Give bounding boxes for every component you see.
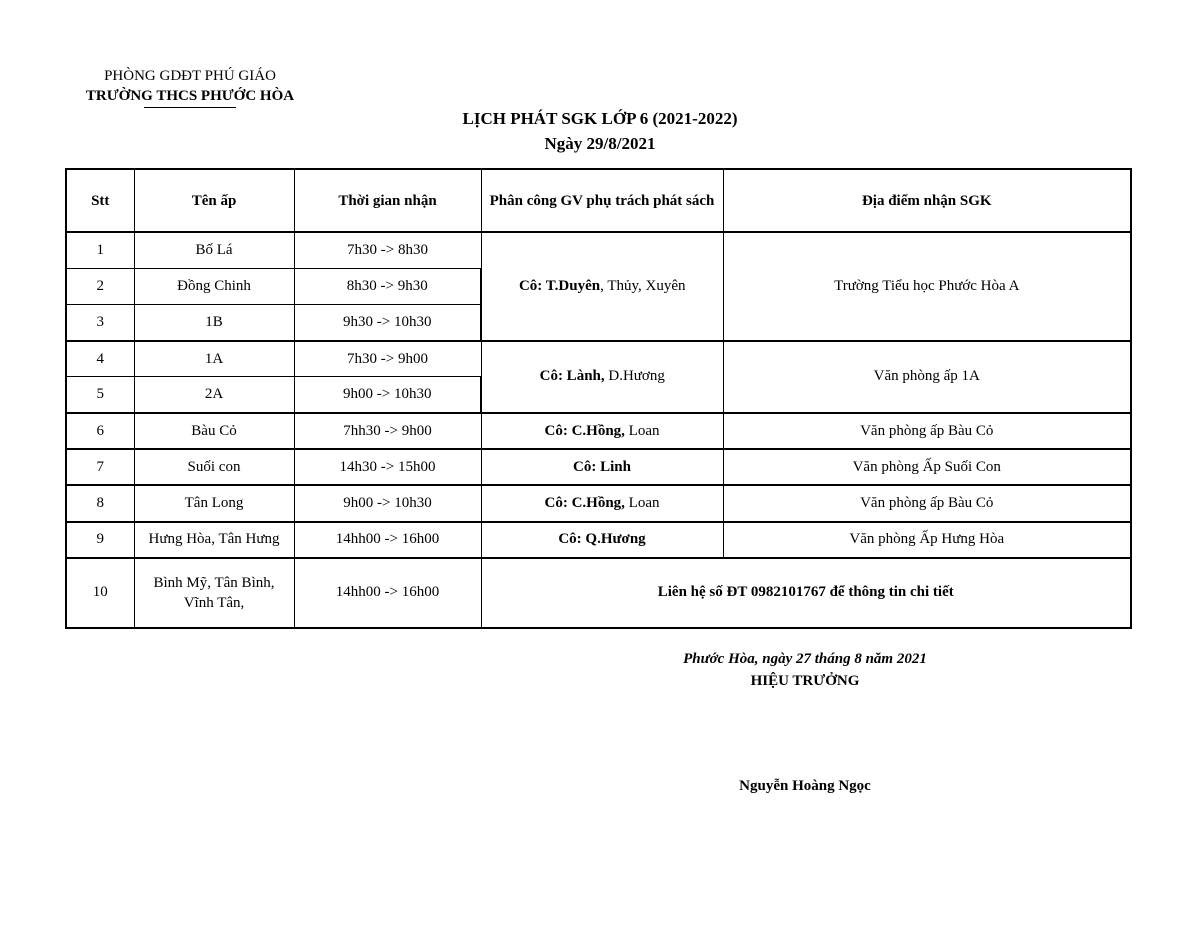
teacher-others: Loan [624,422,660,439]
row-hamlet: 1B [134,305,294,341]
row-stt: 8 [66,485,134,521]
header-stt: Stt [66,169,134,232]
row-stt: 5 [66,377,134,413]
teacher-lead: Cô: Q.Hương [558,531,646,548]
row-time: 7h30 -> 8h30 [294,232,481,268]
row-time: 14h30 -> 15h00 [294,449,481,485]
row-teacher [481,449,723,485]
row-hamlet: Bàu Cỏ [134,413,294,449]
row-teacher [481,485,723,521]
row-location: Văn phòng Ấp Hưng Hòa [723,522,1131,558]
signer-name: Nguyễn Hoàng Ngọc [739,778,871,794]
row-time: 14hh00 -> 16h00 [294,522,481,558]
row-time: 9h30 -> 10h30 [294,305,481,341]
row-stt: 9 [66,522,134,558]
row-hamlet: 2A [134,377,294,413]
row-stt: 6 [66,413,134,449]
header-teacher: Phân công GV phụ trách phát sách [481,169,723,232]
distribution-schedule-table [65,168,1132,629]
row-location: Văn phòng ấp Bàu Cỏ [723,413,1131,449]
teacher-others: D.Hương [604,368,665,385]
school-name: TRƯỜNG THCS PHƯỚC HÒA [85,88,295,104]
row-time: 9h00 -> 10h30 [294,377,481,413]
header-hamlet: Tên ấp [134,169,294,232]
row-hamlet [134,558,294,628]
row-stt: 3 [66,305,134,341]
row-hamlet: 1A [134,341,294,377]
row-hamlet: Tân Long [134,485,294,521]
document-date: Ngày 29/8/2021 [544,134,656,153]
row-time: 14hh00 -> 16h00 [294,558,481,628]
header-underline [144,107,236,108]
contact-note: Liên hệ số ĐT 0982101767 để thông tin chi tiết [481,558,1131,628]
row-hamlet: Đồng Chinh [134,268,294,304]
row-stt: 4 [66,341,134,377]
teacher-lead: Cô: Lành, [539,368,605,385]
table-row [66,232,1131,268]
signer-position: HIỆU TRƯỞNG [750,673,860,689]
row-time: 9h00 -> 10h30 [294,485,481,521]
row-teacher [481,232,723,340]
department-name: PHÒNG GDĐT PHÚ GIÁO [104,68,276,84]
row-time: 7hh30 -> 9h00 [294,413,481,449]
teacher-lead: Cô: T.Duyên [518,278,601,294]
row-hamlet: Suối con [134,449,294,485]
row-stt: 2 [66,268,134,304]
header-location: Địa điểm nhận SGK [723,169,1131,232]
row-hamlet: Bố Lá [134,232,294,268]
row-hamlet: Hưng Hòa, Tân Hưng [134,522,294,558]
document-header [60,66,320,108]
header-time: Thời gian nhận [294,169,481,232]
teacher-lead: Cô: Linh [573,458,631,475]
teacher-others: Loan [624,494,660,511]
table-row [66,522,1131,558]
table-row [66,413,1131,449]
table-row [66,341,1131,377]
teacher-others: , Thủy, Xuyên [600,278,686,294]
table-row [66,449,1131,485]
table-header-row [66,169,1131,232]
row-time: 7h30 -> 9h00 [294,341,481,377]
row-location: Văn phòng Ấp Suối Con [723,449,1131,485]
row-location: Trường Tiểu học Phước Hòa A [723,232,1131,340]
row-stt: 7 [66,449,134,485]
table-row [66,485,1131,521]
row-teacher [481,413,723,449]
teacher-lead: Cô: C.Hồng, [544,494,625,511]
table-row [66,558,1131,628]
row-time: 8h30 -> 9h30 [294,268,481,304]
hamlet-line-1: Bình Mỹ, Tân Bình, [153,574,275,591]
row-stt: 1 [66,232,134,268]
row-location: Văn phòng ấp Bàu Cỏ [723,485,1131,521]
teacher-lead: Cô: C.Hồng, [544,422,625,439]
row-stt: 10 [66,558,134,628]
row-teacher [481,522,723,558]
place-and-date: Phước Hòa, ngày 27 tháng 8 năm 2021 [683,651,927,667]
hamlet-line-2: Vĩnh Tân, [183,594,245,611]
row-location: Văn phòng ấp 1A [723,341,1131,413]
document-title: LỊCH PHÁT SGK LỚP 6 (2021-2022) [462,109,738,128]
row-teacher [481,341,723,413]
